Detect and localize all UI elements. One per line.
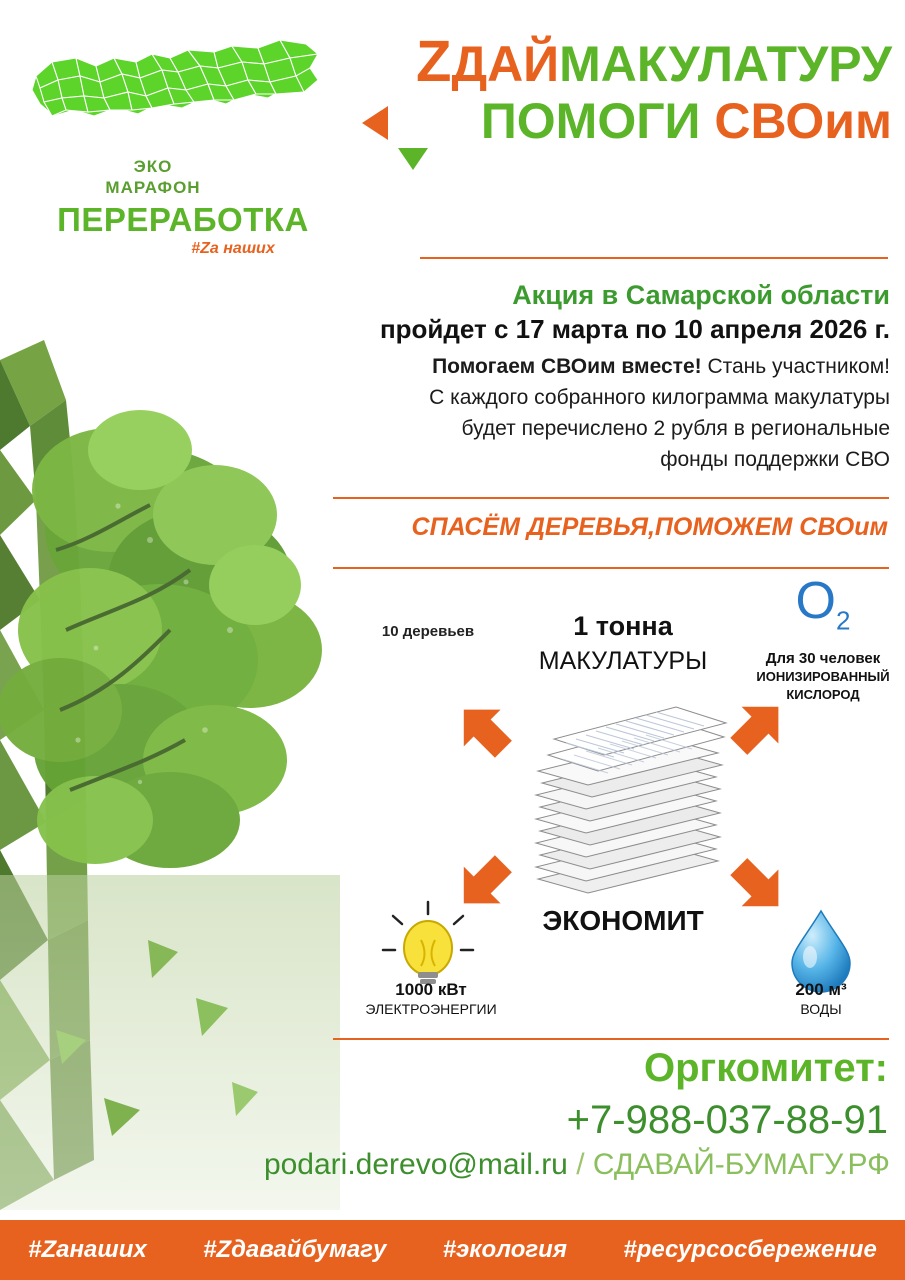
logo-hashtag: #Za наших: [191, 240, 275, 257]
arrow-up-right-icon: [728, 700, 798, 760]
trees-label: 10 деревьев: [381, 623, 475, 640]
contact-email[interactable]: podari.derevo@mail.ru: [263, 1148, 568, 1181]
oxygen-o: O: [795, 572, 836, 630]
arrow-left-orange-icon: [362, 106, 388, 140]
oxygen-symbol: [753, 572, 893, 646]
divider-mid: [333, 497, 889, 499]
campaign-call-rest: Стань участником!: [701, 355, 890, 378]
water-value: 200 м³: [795, 980, 847, 999]
footer-tag-1: #Zaнаших: [28, 1236, 147, 1263]
electricity-label: ЭЛЕКТРОЭНЕРГИИ: [365, 1001, 497, 1017]
campaign-desc-1: С каждого собранного килограмма макулатуры: [429, 386, 890, 409]
oxygen-line-1: Для 30 человек: [765, 650, 881, 668]
paper-stack-icon: [528, 693, 728, 908]
divider-top: [420, 257, 888, 259]
section-subtitle: СПАСЁМ ДЕРЕВЬЯ,ПОМОЖЕМ СВОим: [411, 513, 888, 541]
footer-hashtags: [0, 1220, 905, 1280]
headline-line-2: [380, 92, 892, 150]
russia-map-icon: [18, 18, 348, 168]
campaign-desc-2: будет перечислено 2 рубля в региональные: [461, 417, 890, 440]
logo-block: [18, 18, 348, 263]
headline-makulaturu: МАКУЛАТУРУ: [559, 36, 892, 92]
headline: [380, 29, 892, 150]
oxygen-line-2: ИОНИЗИРОВАННЫЙ: [756, 669, 890, 685]
orgcommittee-phone[interactable]: +7-988-037-88-91: [566, 1098, 888, 1142]
economit-label: ЭКОНОМИТ: [542, 905, 704, 936]
campaign-call-bold: Помогаем СВОим вместе!: [432, 355, 702, 378]
logo-eco-line2: МАРАФОН: [105, 178, 201, 197]
headline-line-1: [380, 29, 892, 94]
logo-title: ПЕРЕРАБОТКА: [57, 201, 309, 238]
campaign-region: Акция в Самарской области: [512, 280, 890, 310]
electricity-value: 1000 кВт: [395, 980, 467, 999]
footer-tag-4: #ресурсосбережение: [623, 1236, 877, 1263]
logo-eco-text: [73, 156, 233, 198]
headline-z: Z: [416, 29, 452, 94]
contact-website[interactable]: СДАВАЙ-БУМАГУ.РФ: [592, 1148, 890, 1181]
water-label: ВОДЫ: [800, 1001, 842, 1017]
headline-day: ДАЙ: [451, 36, 560, 92]
footer-tag-3: #экология: [442, 1236, 567, 1263]
lightbulb-icon: [368, 900, 488, 990]
headline-svoim: СВОим: [714, 93, 892, 149]
campaign-desc-3: фонды поддержки СВО: [660, 448, 890, 471]
arrow-down-green-icon: [398, 148, 428, 170]
divider-bottom: [333, 1038, 889, 1040]
footer-tag-2: #Zдавайбумагу: [203, 1236, 387, 1263]
oxygen-block: [753, 572, 893, 703]
contacts-line: [100, 1148, 890, 1182]
campaign-call: [320, 351, 890, 382]
contact-separator: /: [567, 1148, 593, 1181]
divider-mid-2: [333, 567, 889, 569]
headline-pomogi: ПОМОГИ: [480, 93, 701, 149]
tree-illustration: [0, 330, 340, 1210]
oxygen-2: 2: [835, 605, 851, 636]
campaign-dates: пройдет с 17 марта по 10 апреля 2026 г.: [379, 314, 890, 344]
oxygen-line-3: КИСЛОРОД: [786, 687, 860, 703]
orgcommittee-title: Оргкомитет:: [643, 1046, 888, 1090]
logo-eco-line1: ЭКО: [133, 157, 173, 176]
infographic: [333, 572, 890, 1035]
arrow-up-left-icon: [453, 700, 523, 760]
tonna-label: 1 тонна: [573, 611, 673, 641]
makulatury-label: МАКУЛАТУРЫ: [538, 647, 708, 675]
campaign-info: [320, 278, 890, 475]
